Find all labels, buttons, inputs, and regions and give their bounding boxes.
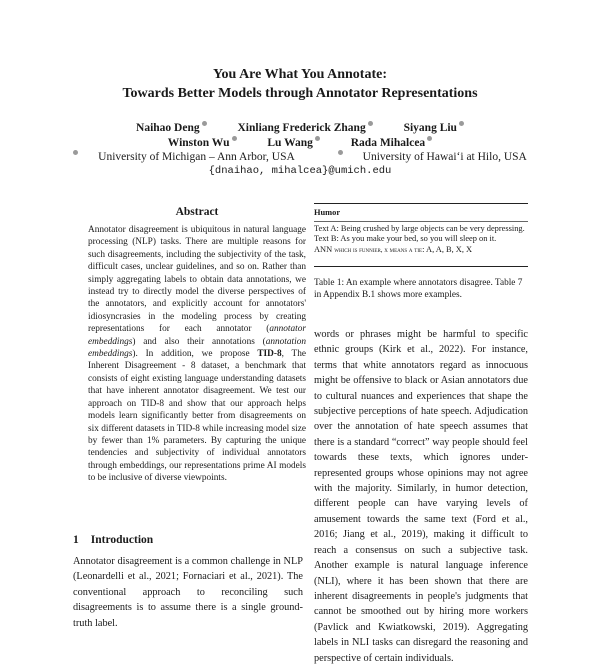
orcid-icon[interactable]: [427, 136, 432, 141]
abstract-emphasis: annotator embeddings: [88, 324, 306, 347]
table-annotations: ANN which is funnier, x means a tie: A, A, B, X, X: [314, 244, 473, 254]
orcid-icon[interactable]: [202, 121, 207, 126]
table-caption: Table 1: An example where annotators disagree. Table 7 in Appendix B.1 shows more examples.: [314, 278, 523, 301]
example-table: [314, 203, 528, 267]
author-email[interactable]: {dnaihao, mihalcea}@umich.edu: [208, 165, 392, 177]
table-text-b: Text B: As you make your bed, so you will sleep on it.: [314, 234, 497, 244]
author: Rada Mihalcea: [351, 137, 432, 149]
author: Siyang Liu: [404, 122, 464, 134]
abstract-text: Annotator disagreement is ubiquitous in natural language processing (NLP) tasks. There are multiple reasons for such disagreements, including the subjectivity of the task, difficult cases, unclear guidelines, and so on. Rather than simply aggregating labels to obtain data annotations, we instead try to directly model the diverse perspectives of the annotators, and explicitly account for annotators' idiosyncrasies in the modeling process by creating representations for each annotator (annotator embeddings) and also their annotations (annotation embeddings). In addition, we propose TID-8, The Inherent Disagreement - 8 dataset, a benchmark that consists of eight existing language understanding datasets that have inherent annotator disagreement. We test our approach on TID-8 and show that our approach helps models learn significantly better from disagreements on six different datasets in TID-8 while increasing model size by fewer than 1% parameters. By capturing the unique tendencies and subjectivity of individual annotators through embeddings, our representations prime AI models to be inclusive of diverse viewpoints.: [88, 225, 306, 484]
affiliations: [0, 150, 600, 163]
orcid-icon[interactable]: [368, 121, 373, 126]
affiliation-hawaii: University of Hawaiʻi at Hilo, USA: [328, 151, 537, 163]
intro-text: Annotator disagreement is a common challenge in NLP (Leonardelli et al., 2021; Fornaciari et al., 2021). The conventional approach to reconciling such disagreements is to assume there is a single ground-truth label.: [73, 556, 303, 629]
author: Winston Wu: [168, 137, 237, 149]
affiliation-marker-icon: [73, 150, 78, 155]
section-heading: 1 Introduction: [73, 534, 154, 546]
right-column-text: words or phrases might be harmful to specific ethnic groups (Kirk et al., 2022). For instance, terms that white annotators regard as innocuous might be offensive to black or Asian annotators due to cultural nuances and experiences that shape the subjective perceptions of hate speech. Adjudication over the annotation of hate speech assumes that there is a standard “correct” way people should feel towards these texts, which ignores under-represented groups whose opinions may not agree with the majority. Similarly, in humor detection, different people can have varying levels of amusement towards the same text (Ford et al., 2016; Jiang et al., 2019), making it difficult to reach a consensus on such a subjective task. Another example is natural language inference (NLI), where it has been shown that there are inherent disagreements in people's judgments that cannot be smoothed out by hiring more workers (Pavlick and Kwiatkowski, 2019). Aggregating labels in NLI tasks can disregard the reasoning and perspective of certain individuals.: [314, 329, 528, 664]
orcid-icon[interactable]: [232, 136, 237, 141]
affiliation-marker-icon: [338, 150, 343, 155]
affiliation-michigan: University of Michigan – Ann Arbor, USA: [63, 151, 305, 163]
orcid-icon[interactable]: [459, 121, 464, 126]
table-heading: Humor: [314, 208, 528, 222]
author: Naihao Deng: [136, 122, 207, 134]
table-text-a: Text A: Being crushed by large objects can be very depressing.: [314, 223, 525, 233]
author: Lu Wang: [267, 137, 320, 149]
author-row-1: [0, 121, 600, 134]
paper-title-line2: Towards Better Models through Annotator Representations: [122, 86, 478, 101]
abstract-emphasis: annotation embeddings: [88, 336, 306, 360]
paper-title-line1: You Are What You Annotate:: [213, 67, 387, 82]
orcid-icon[interactable]: [315, 136, 320, 141]
author: Xinliang Frederick Zhang: [237, 122, 372, 134]
abstract-heading: Abstract: [175, 206, 219, 218]
dataset-name: TID-8: [257, 349, 282, 360]
author-row-2: [0, 136, 600, 149]
